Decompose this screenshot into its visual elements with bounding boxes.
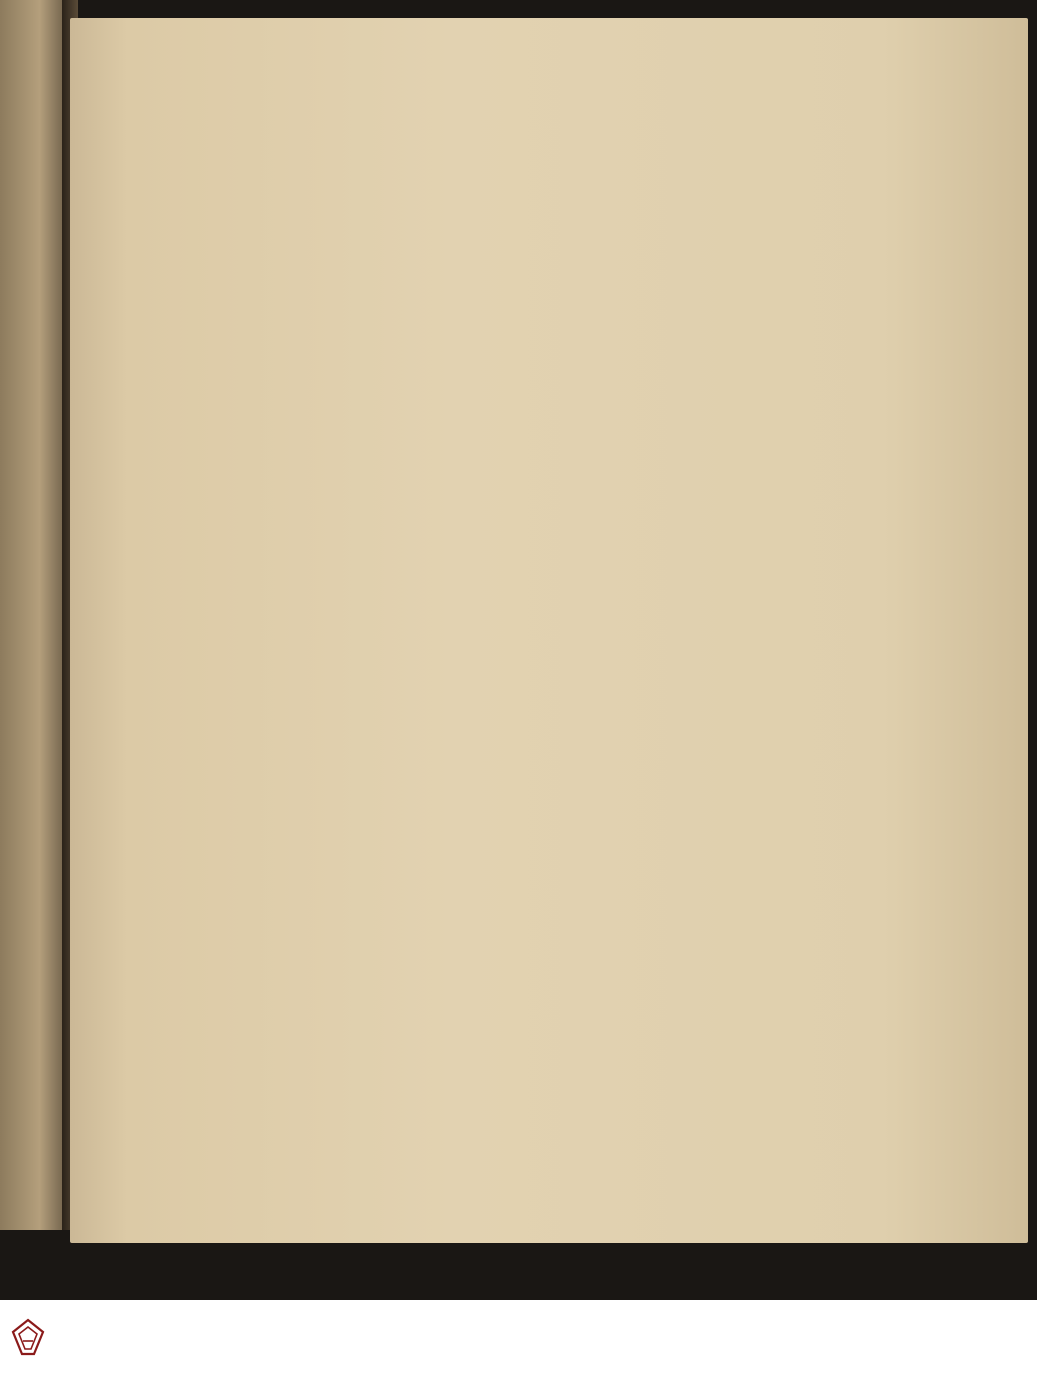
viewer-footer — [0, 1300, 1037, 1375]
book-page — [70, 18, 1028, 1243]
facing-page-edge — [0, 0, 66, 1230]
university-seal-icon — [10, 1318, 46, 1356]
